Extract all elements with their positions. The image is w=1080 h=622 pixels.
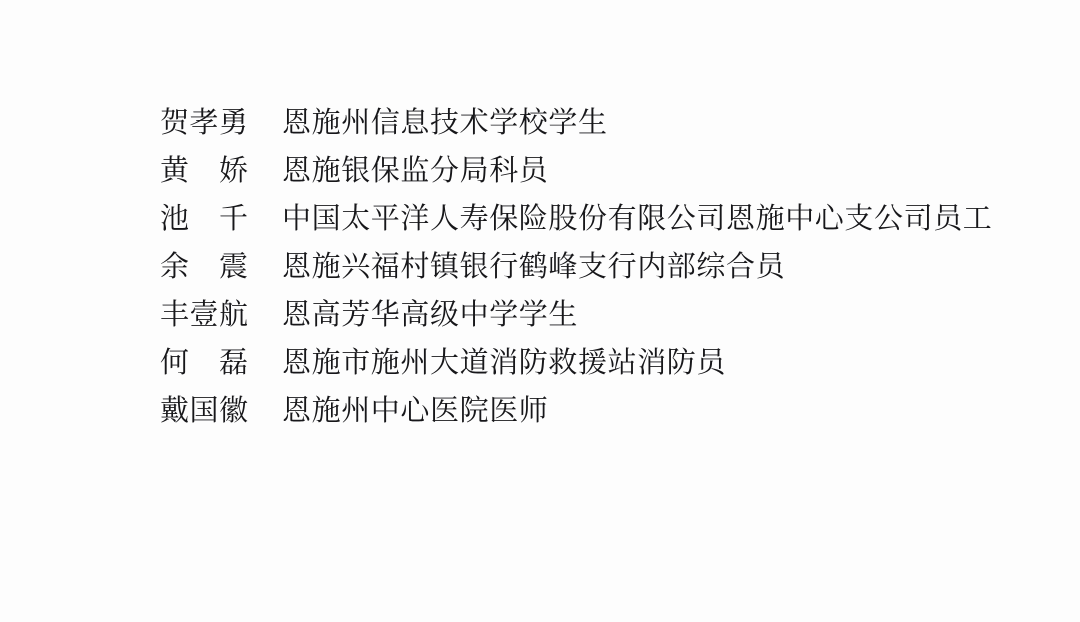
person-name: 何 磊 — [160, 347, 249, 379]
list-item — [160, 100, 980, 148]
person-title: 恩施银保监分局科员 — [282, 155, 549, 187]
person-name: 丰壹航 — [160, 299, 249, 331]
person-title: 中国太平洋人寿保险股份有限公司恩施中心支公司员工 — [282, 203, 993, 235]
person-title: 恩施兴福村镇银行鹤峰支行内部综合员 — [282, 251, 786, 283]
person-title: 恩高芳华高级中学学生 — [282, 299, 579, 331]
list-item — [160, 340, 980, 388]
name-list — [160, 100, 993, 436]
person-name: 戴国徽 — [160, 395, 249, 427]
list-item — [160, 196, 993, 244]
person-title: 恩施州信息技术学校学生 — [282, 107, 608, 139]
list-item — [160, 244, 980, 292]
person-name: 黄 娇 — [160, 155, 249, 187]
list-item — [160, 148, 980, 196]
person-name: 余 震 — [160, 251, 249, 283]
list-item — [160, 292, 980, 340]
person-title: 恩施州中心医院医师 — [282, 395, 549, 427]
list-item — [160, 388, 980, 436]
person-name: 贺孝勇 — [160, 107, 249, 139]
person-name: 池 千 — [160, 203, 249, 235]
person-title: 恩施市施州大道消防救援站消防员 — [282, 347, 727, 379]
